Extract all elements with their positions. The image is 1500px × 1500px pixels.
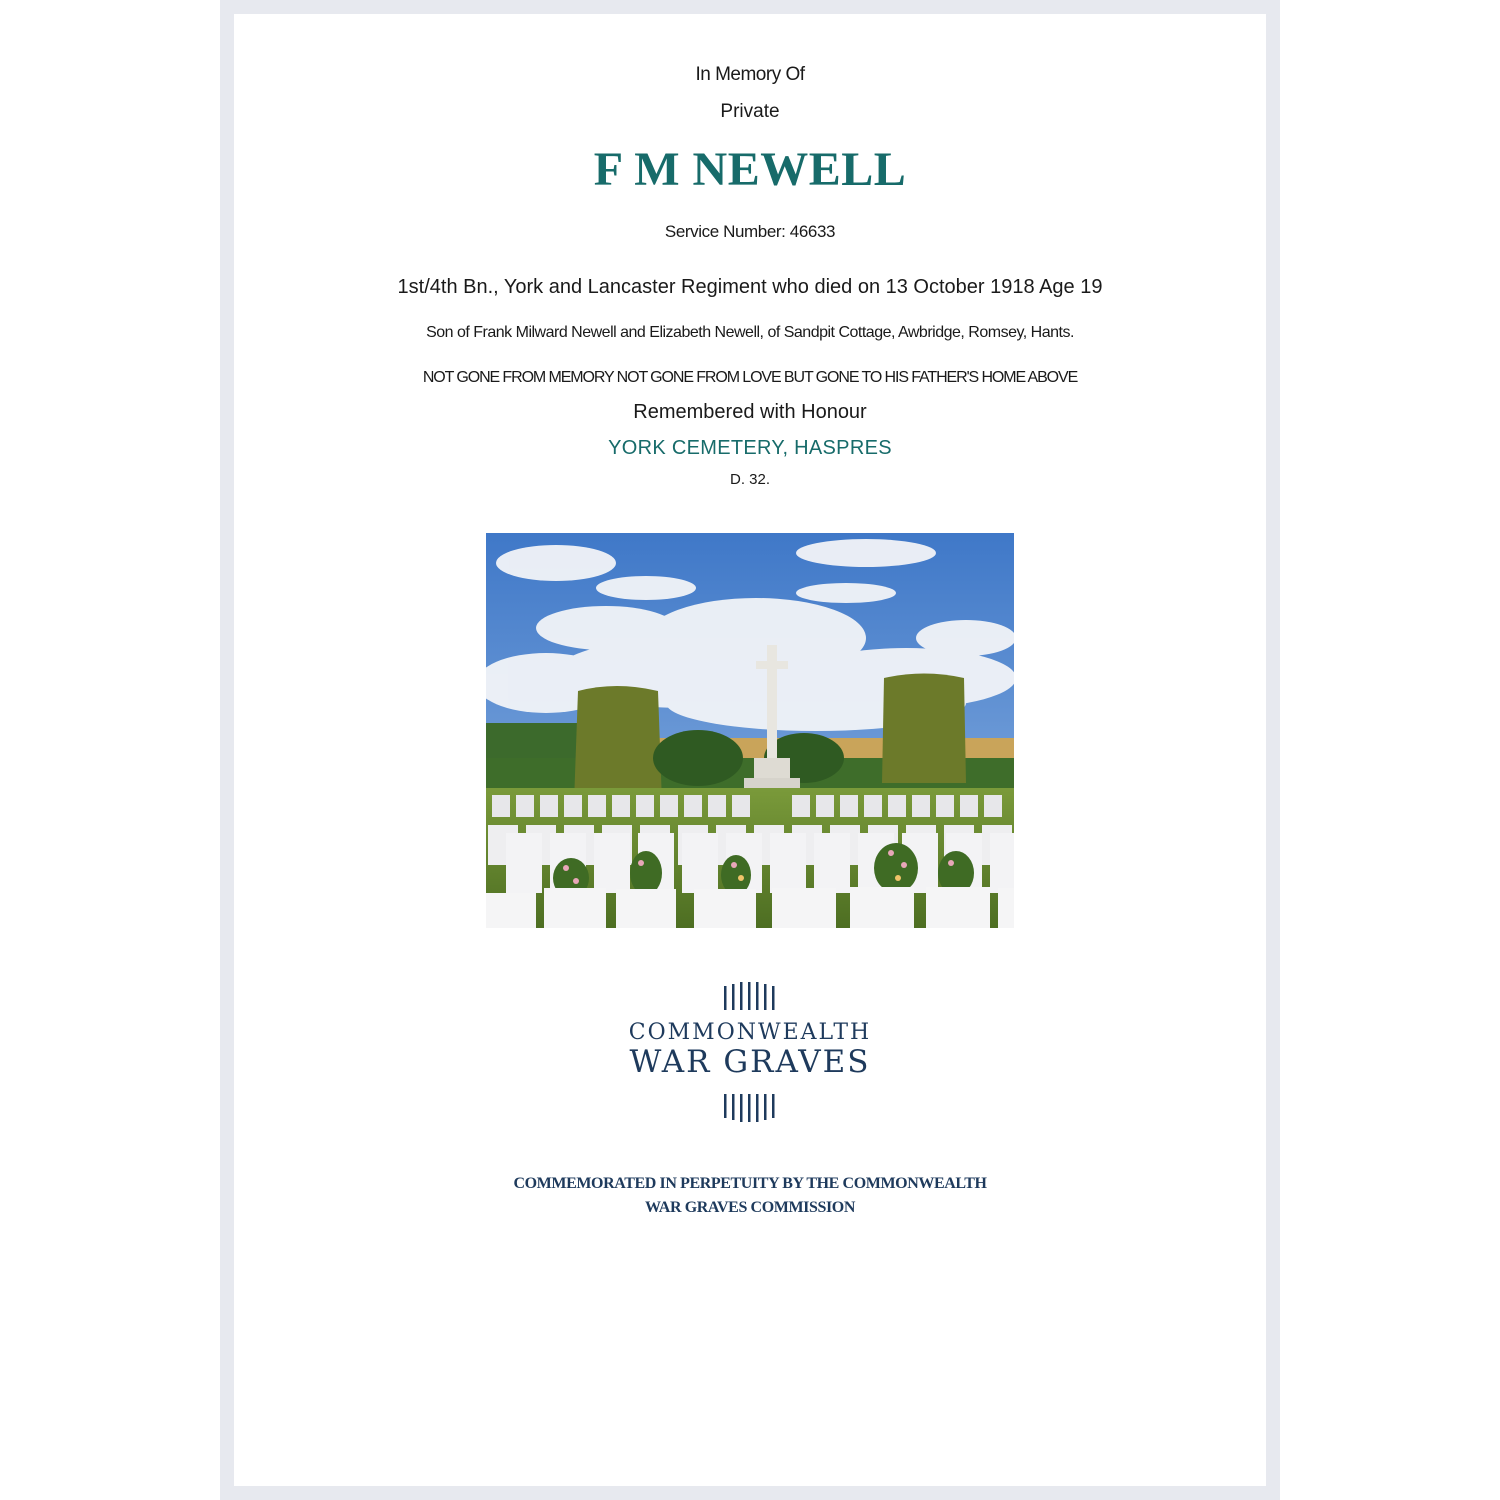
epitaph-text: NOT GONE FROM MEMORY NOT GONE FROM LOVE BUT GONE TO HIS FATHER'S HOME ABOVE [422, 369, 1078, 386]
cemetery-photo [486, 533, 1014, 928]
honour-text: Remembered with Honour [633, 401, 867, 423]
logo-bars-top [600, 982, 900, 1010]
certificate-sheet [234, 14, 1266, 1486]
unit-and-death-text: 1st/4th Bn., York and Lancaster Regiment who died on 13 October 1918 Age 19 [397, 276, 1103, 298]
logo-bars-bottom [600, 1094, 900, 1122]
service-number: Service Number: 46633 [664, 222, 836, 241]
footer-line1: COMMEMORATED IN PERPETUITY BY THE COMMONWEALTH [513, 1175, 987, 1192]
logo-line1: COMMONWEALTH [628, 1020, 872, 1045]
parents-text: Son of Frank Milward Newell and Elizabeth Newell, of Sandpit Cottage, Awbridge, Romsey, Hants. [426, 324, 1074, 341]
cemetery-name: YORK CEMETERY, HASPRES [608, 437, 892, 459]
intro-text: In Memory Of [695, 64, 805, 85]
grave-reference: D. 32. [729, 471, 771, 488]
logo-line2: WAR GRAVES [629, 1044, 871, 1080]
soldier-name: F M NEWELL [593, 143, 907, 196]
rank-text: Private [720, 101, 780, 122]
cwgc-logo [600, 982, 900, 1122]
footer-line2: WAR GRAVES COMMISSION [644, 1199, 855, 1216]
